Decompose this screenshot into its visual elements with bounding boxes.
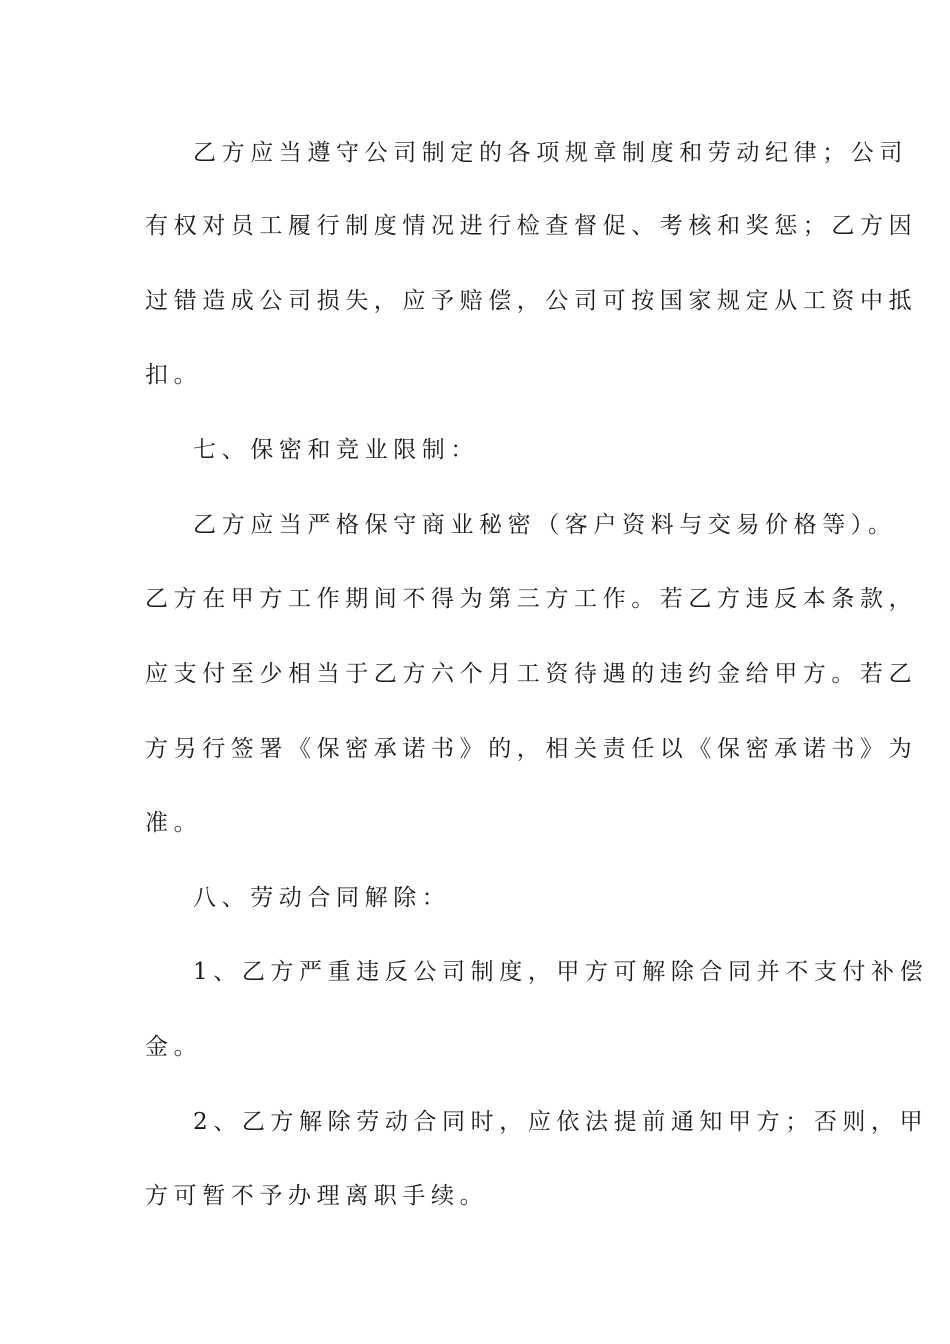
section-heading: 七、保密和竞业限制：	[193, 437, 479, 463]
paragraph-line: 乙方在甲方工作期间不得为第三方工作。若乙方违反本条款，	[145, 586, 918, 612]
paragraph-line: 方另行签署《保密承诺书》的，相关责任以《保密承诺书》为	[145, 736, 918, 762]
paragraph-line: 乙方应当遵守公司制定的各项规章制度和劳动纪律；公司	[193, 140, 908, 166]
paragraph-line: 过错造成公司损失，应予赔偿，公司可按国家规定从工资中抵	[145, 288, 918, 314]
list-item-line: 2、乙方解除劳动合同时，应依法提前通知甲方；否则，甲	[193, 1109, 929, 1135]
paragraph-line: 准。	[145, 810, 203, 836]
section-heading: 八、劳动合同解除：	[193, 885, 451, 911]
paragraph-line: 扣。	[145, 362, 203, 388]
list-item-line: 金。	[145, 1034, 203, 1060]
paragraph-line: 应支付至少相当于乙方六个月工资待遇的违约金给甲方。若乙	[145, 661, 918, 687]
paragraph-line: 有权对员工履行制度情况进行检查督促、考核和奖惩；乙方因	[145, 213, 918, 239]
paragraph-line: 乙方应当严格保守商业秘密（客户资料与交易价格等）。	[193, 512, 897, 538]
list-item-line: 方可暂不予办理离职手续。	[145, 1183, 489, 1209]
list-item-line: 1、乙方严重违反公司制度，甲方可解除合同并不支付补偿	[193, 959, 929, 985]
